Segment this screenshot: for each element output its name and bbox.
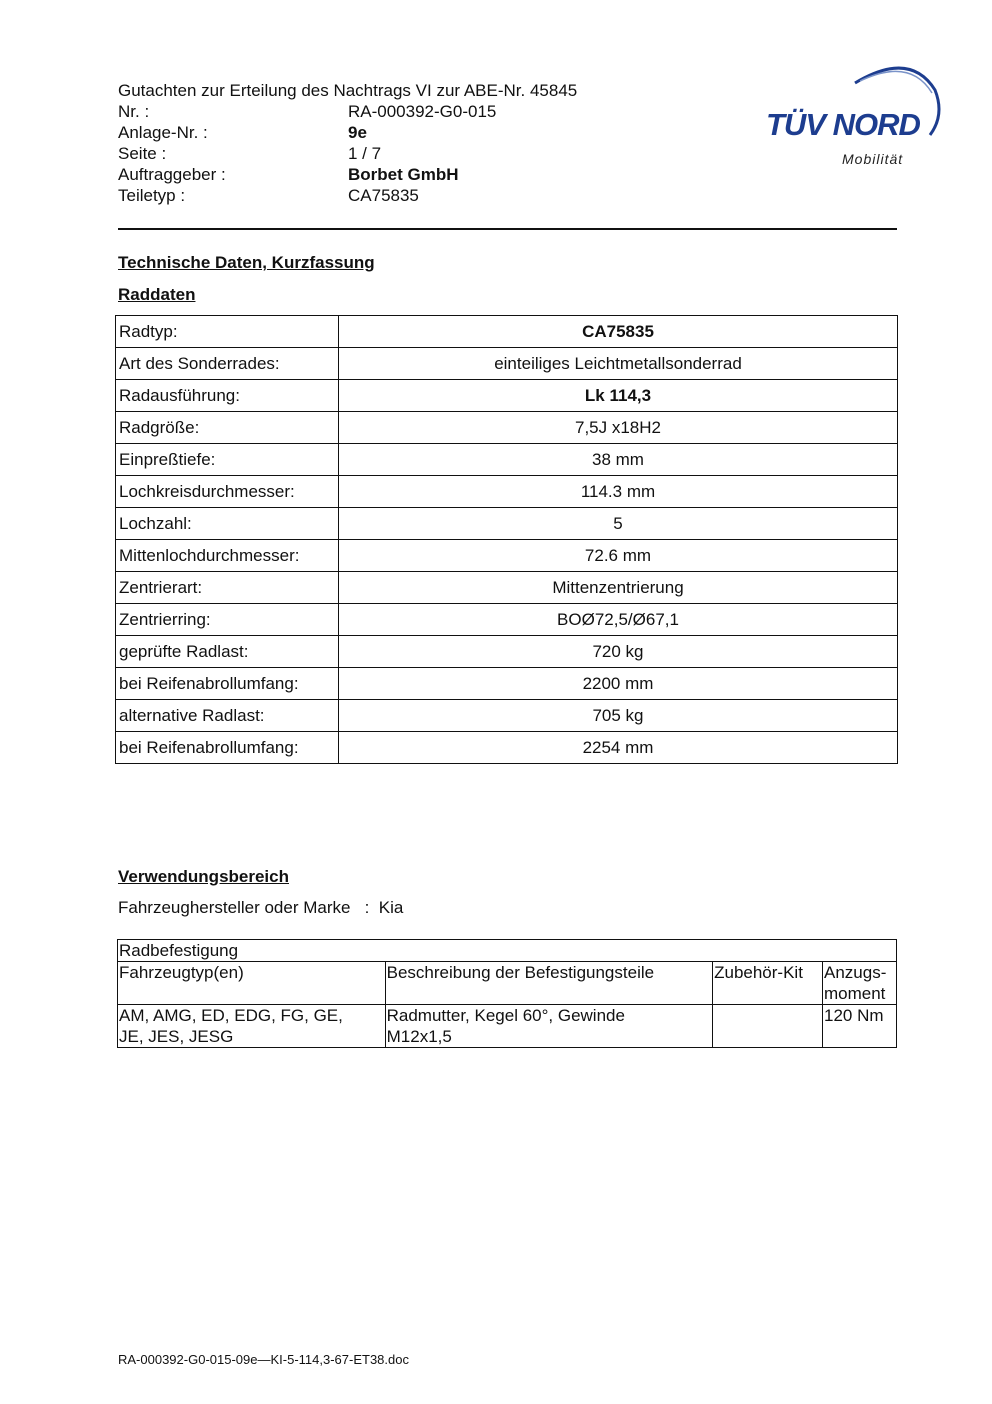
tuev-nord-logo	[760, 55, 950, 180]
raddaten-row	[116, 508, 898, 540]
logo-brand: TÜV NORD	[766, 107, 920, 142]
raddaten-value: CA75835	[339, 316, 898, 348]
raddaten-row	[116, 444, 898, 476]
header-field-row	[118, 144, 496, 165]
raddaten-label: Einpreßtiefe:	[116, 444, 339, 476]
header-field-row	[118, 186, 496, 207]
manufacturer-line: Fahrzeughersteller oder Marke : Kia	[118, 898, 404, 917]
raddaten-row	[116, 540, 898, 572]
raddaten-label: Radgröße:	[116, 412, 339, 444]
header-field-label: Auftraggeber :	[118, 165, 226, 184]
header-field-label: Seite :	[118, 144, 167, 163]
raddaten-label: Lochzahl:	[116, 508, 339, 540]
raddaten-row	[116, 316, 898, 348]
raddaten-label: Mittenlochdurchmesser:	[116, 540, 339, 572]
footer-filename: RA-000392-G0-015-09e—KI-5-114,3-67-ET38.doc	[118, 1352, 409, 1367]
raddaten-value: 38 mm	[339, 444, 898, 476]
raddaten-row	[116, 732, 898, 764]
befestigung-row	[118, 1005, 897, 1048]
header-field-row	[118, 123, 496, 144]
raddaten-value: Mittenzentrierung	[339, 572, 898, 604]
raddaten-label: Zentrierart:	[116, 572, 339, 604]
raddaten-value: 7,5J x18H2	[339, 412, 898, 444]
raddaten-value: 2200 mm	[339, 668, 898, 700]
raddaten-label: Radtyp:	[116, 316, 339, 348]
befestigung-header-row	[118, 962, 897, 1005]
header-field-value: 1 / 7	[348, 144, 382, 163]
raddaten-value: 720 kg	[339, 636, 898, 668]
header-field-label: Anlage-Nr. :	[118, 123, 208, 142]
raddaten-row	[116, 604, 898, 636]
raddaten-row	[116, 348, 898, 380]
raddaten-value: BOØ72,5/Ø67,1	[339, 604, 898, 636]
logo-subtitle: Mobilität	[842, 151, 904, 167]
raddaten-label: bei Reifenabrollumfang:	[116, 732, 339, 764]
raddaten-row	[116, 700, 898, 732]
header-field-row	[118, 165, 496, 186]
befestigung-cell: 120 Nm	[823, 1005, 897, 1048]
raddaten-label: Lochkreisdurchmesser:	[116, 476, 339, 508]
raddaten-row	[116, 636, 898, 668]
befestigung-column-header: Anzugs- moment	[823, 962, 897, 1005]
befestigung-title-row	[118, 940, 897, 962]
befestigung-cell: AM, AMG, ED, EDG, FG, GE, JE, JES, JESG	[118, 1005, 386, 1048]
raddaten-value: einteiliges Leichtmetallsonderrad	[339, 348, 898, 380]
report-title: Gutachten zur Erteilung des Nachtrags VI zur ABE-Nr. 45845	[118, 81, 578, 100]
header-field-value: CA75835	[348, 186, 419, 205]
befestigung-column-header: Zubehör-Kit	[713, 962, 823, 1005]
raddaten-table	[115, 315, 898, 764]
section-title-technische-daten: Technische Daten, Kurzfassung	[118, 253, 375, 272]
raddaten-value: Lk 114,3	[339, 380, 898, 412]
header-field-value: 9e	[348, 123, 367, 142]
raddaten-value: 72.6 mm	[339, 540, 898, 572]
raddaten-label: alternative Radlast:	[116, 700, 339, 732]
raddaten-row	[116, 668, 898, 700]
raddaten-value: 5	[339, 508, 898, 540]
header-field-label: Nr. :	[118, 102, 150, 121]
section-title-raddaten: Raddaten	[118, 285, 196, 304]
raddaten-label: bei Reifenabrollumfang:	[116, 668, 339, 700]
section-title-verwendungsbereich: Verwendungsbereich	[118, 867, 289, 886]
raddaten-row	[116, 412, 898, 444]
raddaten-row	[116, 476, 898, 508]
raddaten-label: Art des Sonderrades:	[116, 348, 339, 380]
raddaten-label: Zentrierring:	[116, 604, 339, 636]
raddaten-value: 114.3 mm	[339, 476, 898, 508]
raddaten-row	[116, 572, 898, 604]
header-field-value: RA-000392-G0-015	[348, 102, 497, 121]
raddaten-value: 705 kg	[339, 700, 898, 732]
radbefestigung-table	[117, 939, 897, 1048]
raddaten-value: 2254 mm	[339, 732, 898, 764]
raddaten-row	[116, 380, 898, 412]
befestigung-title: Radbefestigung	[118, 940, 897, 962]
header-field-label: Teiletyp :	[118, 186, 186, 205]
befestigung-column-header: Fahrzeugtyp(en)	[118, 962, 386, 1005]
header-field-value: Borbet GmbH	[348, 165, 459, 184]
raddaten-label: geprüfte Radlast:	[116, 636, 339, 668]
raddaten-label: Radausführung:	[116, 380, 339, 412]
befestigung-cell	[713, 1005, 823, 1048]
befestigung-cell: Radmutter, Kegel 60°, Gewinde M12x1,5	[385, 1005, 712, 1048]
header-divider	[118, 228, 897, 230]
befestigung-column-header: Beschreibung der Befestigungsteile	[385, 962, 712, 1005]
header-field-row	[118, 102, 496, 123]
header-fields	[118, 102, 496, 207]
